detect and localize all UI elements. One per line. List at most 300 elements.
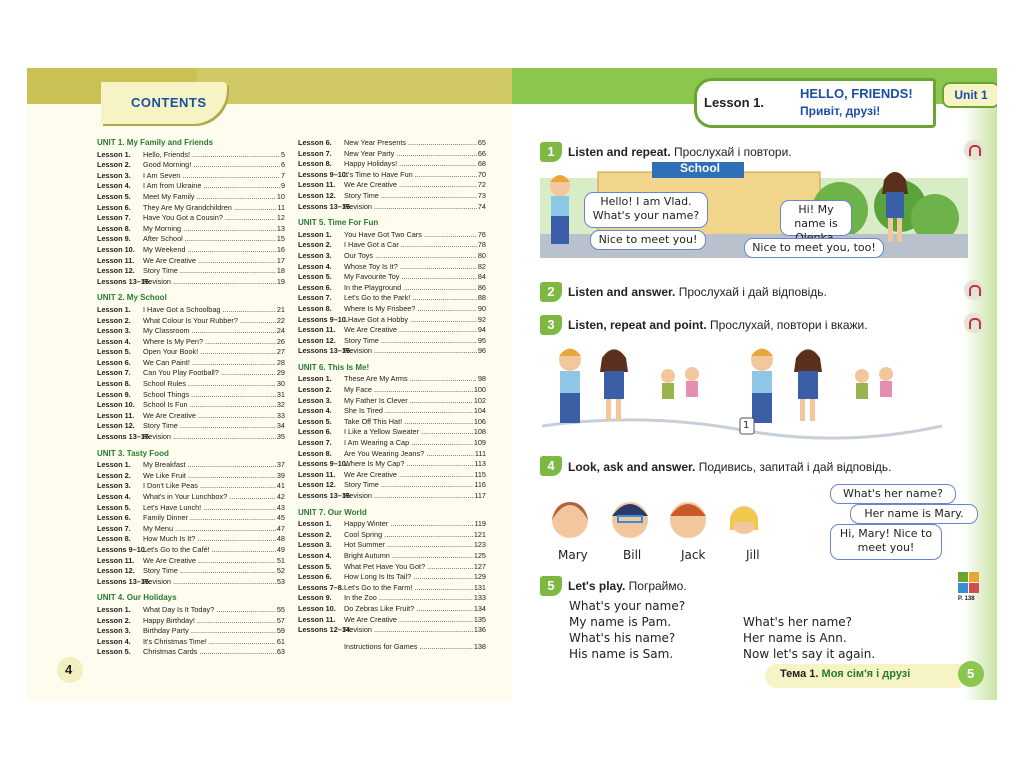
toc-entry[interactable] <box>298 374 486 385</box>
toc-entry[interactable] <box>298 180 486 191</box>
lesson-title: School Things ..... <box>143 390 276 401</box>
toc-entry[interactable] <box>298 519 486 530</box>
toc-entry[interactable] <box>97 245 285 256</box>
page-ref: 16 <box>276 244 285 254</box>
lesson-title-ukrainian: Привіт, друзі! <box>800 104 881 118</box>
toc-entry[interactable] <box>97 503 285 514</box>
lesson-title: How Long Is Its Tail? ..... <box>344 572 473 583</box>
lesson-title: We Are Creative ..... <box>143 556 276 567</box>
lesson-number: Lessons 13–15. <box>97 576 151 586</box>
lesson-title: Can You Play Football? ..... <box>143 368 276 379</box>
lesson-number: Lesson 8. <box>97 534 131 544</box>
page-ref: 82 <box>477 261 486 271</box>
page-ref: 34 <box>276 421 285 431</box>
lesson-number: Lesson 1. <box>298 229 332 239</box>
small-kids-figure-2 <box>855 367 893 399</box>
page-ref: 55 <box>276 604 285 614</box>
page-ref: 31 <box>276 389 285 399</box>
toc-entry[interactable] <box>298 336 486 347</box>
page-ref: 28 <box>276 357 285 367</box>
lesson-number: Lesson 5. <box>298 416 332 426</box>
lesson-title: Revision ..... <box>344 625 473 636</box>
lesson-number: Lesson 3. <box>298 395 332 405</box>
toc-entry[interactable] <box>298 530 486 541</box>
lesson-title: Let's Have Lunch! ..... <box>143 503 276 514</box>
toc-entry[interactable] <box>97 224 285 235</box>
toc-entry[interactable] <box>97 171 285 182</box>
toc-entry[interactable] <box>298 170 486 181</box>
lesson-title: Have You Got a Cousin? ..... <box>143 213 276 224</box>
lesson-title: Revision ..... <box>143 432 276 443</box>
lesson-number: Lesson 2. <box>298 240 332 250</box>
lesson-number: Lesson 11. <box>298 614 336 624</box>
dialogue-line: Her name is Ann. <box>743 631 847 645</box>
toc-entry[interactable] <box>298 615 486 626</box>
toc-entry[interactable] <box>97 524 285 535</box>
bill-face <box>612 502 648 538</box>
lesson-title: My Morning ..... <box>143 224 276 235</box>
lesson-number: Lesson 5. <box>97 347 131 357</box>
exercise-instruction: Listen and answer. Прослухай і дай відповідь. <box>568 285 827 299</box>
lesson-title: I Am Wearing a Cap ..... <box>344 438 473 449</box>
speech-bubble: What's her name? <box>830 484 956 504</box>
lesson-number: Lesson 1. <box>298 519 332 529</box>
toc-entry[interactable] <box>97 481 285 492</box>
lesson-number: Lesson 7. <box>298 293 332 303</box>
toc-entry[interactable] <box>298 396 486 407</box>
jill-face <box>730 506 758 534</box>
lesson-title: We Are Creative ..... <box>344 180 477 191</box>
toc-entry[interactable] <box>298 283 486 294</box>
page-ref: 92 <box>477 314 486 324</box>
headphones-icon[interactable] <box>964 313 984 333</box>
lesson-title: My Classroom ..... <box>143 326 276 337</box>
lesson-title: In the Playground ..... <box>344 283 477 294</box>
headphones-icon[interactable] <box>964 280 984 300</box>
toc-entry[interactable] <box>97 368 285 379</box>
toc-entry[interactable] <box>298 138 486 149</box>
lesson-number: Lesson 7. <box>97 523 131 533</box>
toc-entry[interactable] <box>97 471 285 482</box>
toc-entry[interactable] <box>298 315 486 326</box>
toc-entry[interactable] <box>298 604 486 615</box>
page-ref: 12 <box>276 213 285 223</box>
lesson-number: Lesson 10. <box>298 603 336 613</box>
lesson-title: Hello, Friends! ..... <box>143 150 280 161</box>
dialogue-line: His name is Sam. <box>569 647 674 661</box>
lesson-title: Happy Holidays! ..... <box>344 159 477 170</box>
toc-entry[interactable] <box>298 346 486 357</box>
toc-entry[interactable] <box>298 304 486 315</box>
toc-entry[interactable] <box>97 203 285 214</box>
lesson-title: Revision ..... <box>143 577 276 588</box>
mary-face <box>552 502 588 538</box>
toc-entry[interactable] <box>97 411 285 422</box>
lesson-title: My Face ..... <box>344 385 473 396</box>
page-ref: 42 <box>276 492 285 501</box>
boy-figure-1 <box>559 349 581 424</box>
toc-entry[interactable] <box>97 637 285 648</box>
toc-entry[interactable] <box>298 625 486 636</box>
page-ref: 123 <box>473 540 486 550</box>
lesson-number: Lesson 7. <box>298 148 332 158</box>
game-page-ref: P. 138 <box>958 596 975 602</box>
lesson-number: Lessons 7–8. <box>298 582 344 592</box>
lesson-number: Lessons 13–15. <box>298 346 352 356</box>
toc-entry[interactable] <box>97 545 285 556</box>
toc-entry[interactable] <box>298 540 486 551</box>
toc-entry[interactable] <box>97 566 285 577</box>
toc-entry[interactable] <box>97 460 285 471</box>
page-ref: 86 <box>477 282 486 292</box>
speech-bubble: Her name is Mary. <box>850 504 978 524</box>
lesson-number: Lesson 4. <box>298 406 332 416</box>
page-ref: 17 <box>276 255 285 265</box>
lesson-title: I Am from Ukraine ..... <box>143 181 280 192</box>
exercise-number: 4 <box>540 456 562 476</box>
page-ref: 115 <box>474 469 486 479</box>
speech-bubble: Nice to meet you! <box>590 230 706 250</box>
lesson-title: Instructions for Games ..... <box>298 642 473 653</box>
page-ref: 90 <box>477 303 486 313</box>
lesson-number: Lesson 7. <box>97 213 131 223</box>
toc-entry-instructions[interactable] <box>298 642 486 653</box>
toc-entry[interactable] <box>97 647 285 658</box>
page-ref: 72 <box>477 180 486 190</box>
jack-face <box>670 502 706 538</box>
page-ref: 100 <box>473 385 486 395</box>
lesson-title: I Am Seven ..... <box>143 171 280 182</box>
toc-entry[interactable] <box>298 293 486 304</box>
page-ref: 59 <box>276 626 285 636</box>
lesson-number: Lessons 9–10. <box>298 459 348 469</box>
speech-bubble: Hello! I am Vlad. What's your name? <box>584 192 708 228</box>
toc-entry[interactable] <box>298 240 486 251</box>
toc-entry[interactable] <box>298 202 486 213</box>
lesson-title: We Are Creative ..... <box>344 470 473 481</box>
lesson-number: Lesson 3. <box>298 540 332 550</box>
topic-label: Тема 1. Моя сім'я і друзі <box>780 668 911 680</box>
lesson-number: Lesson 7. <box>97 368 131 378</box>
page-ref: 113 <box>474 459 486 469</box>
lesson-number: Lesson 12. <box>298 480 336 490</box>
lesson-title: We Are Creative ..... <box>344 615 473 626</box>
lesson-number: Lesson 2. <box>97 160 131 170</box>
lesson-title: I Have Got a Schoolbag ..... <box>143 305 276 316</box>
lesson-number: Lesson 4. <box>298 261 332 271</box>
lesson-number: Lesson 5. <box>97 647 131 657</box>
lesson-title: Story Time ..... <box>344 191 477 202</box>
toc-entry[interactable] <box>97 316 285 327</box>
toc-entry[interactable] <box>298 438 486 449</box>
toc-entry[interactable] <box>97 513 285 524</box>
lesson-number: Lesson 11. <box>298 469 336 479</box>
toc-entry[interactable] <box>97 492 285 503</box>
page-ref: 65 <box>477 138 486 147</box>
toc-entry[interactable] <box>298 159 486 170</box>
page-number: 5 <box>967 666 975 681</box>
dialogue-right <box>743 614 875 662</box>
toc-entry[interactable] <box>97 605 285 616</box>
unit-heading: UNIT 5. Time For Fun <box>298 218 379 228</box>
lesson-number: Lessons 13–15. <box>298 491 352 500</box>
lesson-number: Lessons 9–10. <box>97 544 147 554</box>
unit-heading: UNIT 2. My School <box>97 293 167 303</box>
unit-heading: UNIT 6. This Is Me! <box>298 362 370 372</box>
toc-entry[interactable] <box>298 417 486 428</box>
toc-entry[interactable] <box>298 583 486 594</box>
toc-entry[interactable] <box>298 459 486 470</box>
lesson-number: Lesson 6. <box>298 427 332 437</box>
toc-entry[interactable] <box>97 326 285 337</box>
page-ref: 33 <box>276 410 285 420</box>
toc-entry[interactable] <box>298 427 486 438</box>
toc-entry[interactable] <box>298 593 486 604</box>
lesson-title: She Is Tired ..... <box>344 406 473 417</box>
toc-entry[interactable] <box>298 251 486 262</box>
lesson-number: Lesson 6. <box>298 282 332 292</box>
lesson-title: I Have Got a Car ..... <box>344 240 477 251</box>
lesson-title: We Are Creative ..... <box>143 256 276 267</box>
lesson-number: Lesson 12. <box>298 335 336 345</box>
page-ref: 29 <box>276 368 285 378</box>
toc-entry[interactable] <box>97 160 285 171</box>
lesson-number: Lesson 11. <box>97 410 135 420</box>
lesson-title: My Father Is Clever ..... <box>344 396 473 407</box>
kid-name: Bill <box>623 548 642 562</box>
lesson-number: Lesson 2. <box>298 529 332 539</box>
toc-entry[interactable] <box>97 626 285 637</box>
toc-entry[interactable] <box>97 256 285 267</box>
page-ref: 51 <box>276 555 285 565</box>
lesson-title: Where Is My Cap? ..... <box>344 459 473 470</box>
speech-bubble: Nice to meet you, too! <box>744 238 884 258</box>
dialogue-line: What's your name? <box>569 599 686 613</box>
page-ref: 131 <box>473 582 486 592</box>
page-ref: 111 <box>474 448 486 458</box>
lesson-number: Lessons 13–15. <box>97 276 151 286</box>
kid-faces-illustration <box>548 498 758 542</box>
toc-entry[interactable] <box>97 266 285 277</box>
small-kids-figure <box>661 367 699 399</box>
lesson-title: Happy Winter ..... <box>344 519 473 530</box>
lesson-number: Lesson 1. <box>704 95 764 110</box>
toc-entry[interactable] <box>97 556 285 567</box>
page-ref: 6 <box>280 160 285 170</box>
toc-entry[interactable] <box>97 432 285 443</box>
unit-heading: UNIT 3. Tasty Food <box>97 448 169 458</box>
page-ref: 116 <box>474 480 486 490</box>
toc-entry[interactable] <box>97 192 285 203</box>
lesson-number: Lesson 5. <box>97 191 131 201</box>
textbook-spread <box>27 68 997 700</box>
lesson-title: What's in Your Lunchbox? ..... <box>143 492 276 503</box>
exercise-instruction: Listen and repeat. Прослухай і повтори. <box>568 145 792 159</box>
lesson-number: Lesson 6. <box>298 572 332 582</box>
lesson-title: School Is Fun ..... <box>143 400 276 411</box>
page-ref: 102 <box>473 395 486 405</box>
toc-entry[interactable] <box>97 577 285 588</box>
exercise-number: 1 <box>540 142 562 162</box>
toc-entry[interactable] <box>298 230 486 241</box>
page-ref: 11 <box>277 202 285 212</box>
lesson-title: How Much Is It? ..... <box>143 534 276 545</box>
toc-entry[interactable] <box>97 347 285 358</box>
lesson-number: Lesson 6. <box>97 513 131 523</box>
toc-entry[interactable] <box>97 358 285 369</box>
toc-entry[interactable] <box>298 572 486 583</box>
page-ref: 48 <box>276 534 285 544</box>
page-ref: 125 <box>473 550 486 560</box>
lesson-title: We Can Paint! ..... <box>143 358 276 369</box>
lesson-title: Story Time ..... <box>143 566 276 577</box>
kid-name: Mary <box>558 548 588 562</box>
exercise-number: 5 <box>540 576 562 596</box>
lesson-number: Lesson 5. <box>97 502 131 512</box>
lesson-title: It's Time to Have Fun ..... <box>344 170 477 181</box>
lesson-title: It's Christmas Time! ..... <box>143 637 276 648</box>
toc-entry[interactable] <box>298 491 486 502</box>
school-sign: School <box>680 161 721 175</box>
page-ref: 84 <box>477 272 486 282</box>
lesson-title: Are You Wearing Jeans? ..... <box>344 449 474 460</box>
page-ref: 49 <box>276 544 285 554</box>
dialogue-left <box>569 598 685 662</box>
toc-entry[interactable] <box>298 149 486 160</box>
page-ref: 127 <box>473 561 486 571</box>
toc-entry[interactable] <box>298 470 486 481</box>
lesson-number: Lessons 12–14. <box>298 625 352 635</box>
lesson-number: Lesson 1. <box>97 604 131 614</box>
lesson-title: Our Toys ..... <box>344 251 477 262</box>
kids-pointing-illustration <box>542 338 942 442</box>
page-ref: 53 <box>276 576 285 586</box>
headphones-icon[interactable] <box>964 140 984 160</box>
page-ref: 10 <box>276 191 285 201</box>
lesson-number: Lessons 9–10. <box>298 314 348 324</box>
toc-entry[interactable] <box>298 449 486 460</box>
toc-entry[interactable] <box>97 400 285 411</box>
toc-entry[interactable] <box>97 421 285 432</box>
toc-entry[interactable] <box>298 480 486 491</box>
lesson-title: Cool Spring ..... <box>344 530 473 541</box>
toc-entry[interactable] <box>298 385 486 396</box>
exercise-instruction: Listen, repeat and point. Прослухай, повтори і вкажи. <box>568 318 868 332</box>
page-ref: 95 <box>477 335 486 345</box>
unit-heading: UNIT 7. Our World <box>298 507 367 517</box>
lesson-title: School Rules ..... <box>143 379 276 390</box>
lesson-title: New Year Presents ..... <box>344 138 477 149</box>
vlad-figure <box>550 175 570 244</box>
exercise-number: 2 <box>540 282 562 302</box>
toc-entry[interactable] <box>97 534 285 545</box>
page-ref: 136 <box>473 625 486 635</box>
girl-figure-1 <box>600 349 628 421</box>
lesson-number: Lesson 8. <box>97 379 131 389</box>
lesson-title: Christmas Cards ..... <box>143 647 276 658</box>
lesson-number: Lessons 13–15. <box>298 201 352 211</box>
toc-entry[interactable] <box>97 234 285 245</box>
lesson-number: Lesson 3. <box>298 250 332 260</box>
lesson-title: We Like Fruit ..... <box>143 471 276 482</box>
toc-entry[interactable] <box>97 150 285 161</box>
lesson-number: Lesson 10. <box>97 400 135 410</box>
lesson-title: New Year Party ..... <box>344 149 477 160</box>
lesson-title: Whose Toy Is It? ..... <box>344 262 477 273</box>
toc-entry[interactable] <box>97 181 285 192</box>
lesson-number: Lesson 4. <box>97 336 131 346</box>
toc-entry[interactable] <box>298 262 486 273</box>
dialogue-line: What's his name? <box>569 631 676 645</box>
unit-badge: Unit 1 <box>942 82 997 108</box>
page-ref: 9 <box>280 181 285 191</box>
lesson-title: I Don't Like Peas ..... <box>143 481 276 492</box>
page-ref: 70 <box>477 169 486 179</box>
toc-entry[interactable] <box>298 406 486 417</box>
lesson-title: Family Dinner ..... <box>143 513 276 524</box>
lesson-number: Lesson 8. <box>298 159 332 169</box>
toc-entry[interactable] <box>298 191 486 202</box>
toc-entry[interactable] <box>298 562 486 573</box>
lesson-title: These Are My Arms ..... <box>344 374 477 385</box>
toc-entry[interactable] <box>97 390 285 401</box>
toc-entry[interactable] <box>298 272 486 283</box>
toc-entry[interactable] <box>97 277 285 288</box>
dialogue-line: What's her name? <box>743 615 853 629</box>
toc-entry[interactable] <box>298 551 486 562</box>
lesson-number: Lesson 6. <box>97 202 131 212</box>
dialogue-line: Now let's say it again. <box>743 647 876 661</box>
kid-name: Jill <box>746 548 760 562</box>
lesson-title: We Are Creative ..... <box>344 325 477 336</box>
page-ref: 104 <box>473 406 486 416</box>
lesson-title: I Have Got a Hobby ..... <box>344 315 477 326</box>
page-ref: 66 <box>477 148 486 158</box>
lesson-title: Where Is My Frisbee? ..... <box>344 304 477 315</box>
lesson-title: Let's Go to the Park! ..... <box>344 293 477 304</box>
page-ref: 108 <box>473 427 486 437</box>
toc-entry[interactable] <box>97 616 285 627</box>
page-ref: 7 <box>280 170 285 180</box>
lesson-title: My Favourite Toy ..... <box>344 272 477 283</box>
page-ref: 22 <box>276 315 285 325</box>
toc-entry[interactable] <box>298 325 486 336</box>
lesson-number: Lesson 2. <box>298 385 332 395</box>
lesson-number: Lessons 9–10. <box>298 169 348 179</box>
toc-entry[interactable] <box>97 379 285 390</box>
lesson-title: Happy Birthday! ..... <box>143 616 276 627</box>
toc-entry[interactable] <box>97 305 285 316</box>
boy-figure-2 <box>751 349 773 424</box>
contents-title: CONTENTS <box>131 95 207 110</box>
page-edge <box>963 104 997 700</box>
lesson-number: Lesson 1. <box>298 374 332 384</box>
page-ref: 41 <box>276 481 285 491</box>
lesson-number: Lesson 4. <box>97 636 131 646</box>
page-ref: 74 <box>477 201 486 211</box>
page-ref: 88 <box>477 293 486 303</box>
speech-bubble: Hi, Mary! Nice to meet you! <box>830 524 942 560</box>
toc-entry[interactable] <box>97 337 285 348</box>
page-ref: 18 <box>276 266 285 276</box>
page-ref: 94 <box>477 325 486 335</box>
toc-column-1 <box>97 138 285 658</box>
lesson-title: Good Morning! ..... <box>143 160 280 171</box>
lesson-title: Birthday Party ..... <box>143 626 276 637</box>
toc-entry[interactable] <box>97 213 285 224</box>
lesson-title: Hot Summer ..... <box>344 540 473 551</box>
page-ref: 133 <box>473 593 486 603</box>
